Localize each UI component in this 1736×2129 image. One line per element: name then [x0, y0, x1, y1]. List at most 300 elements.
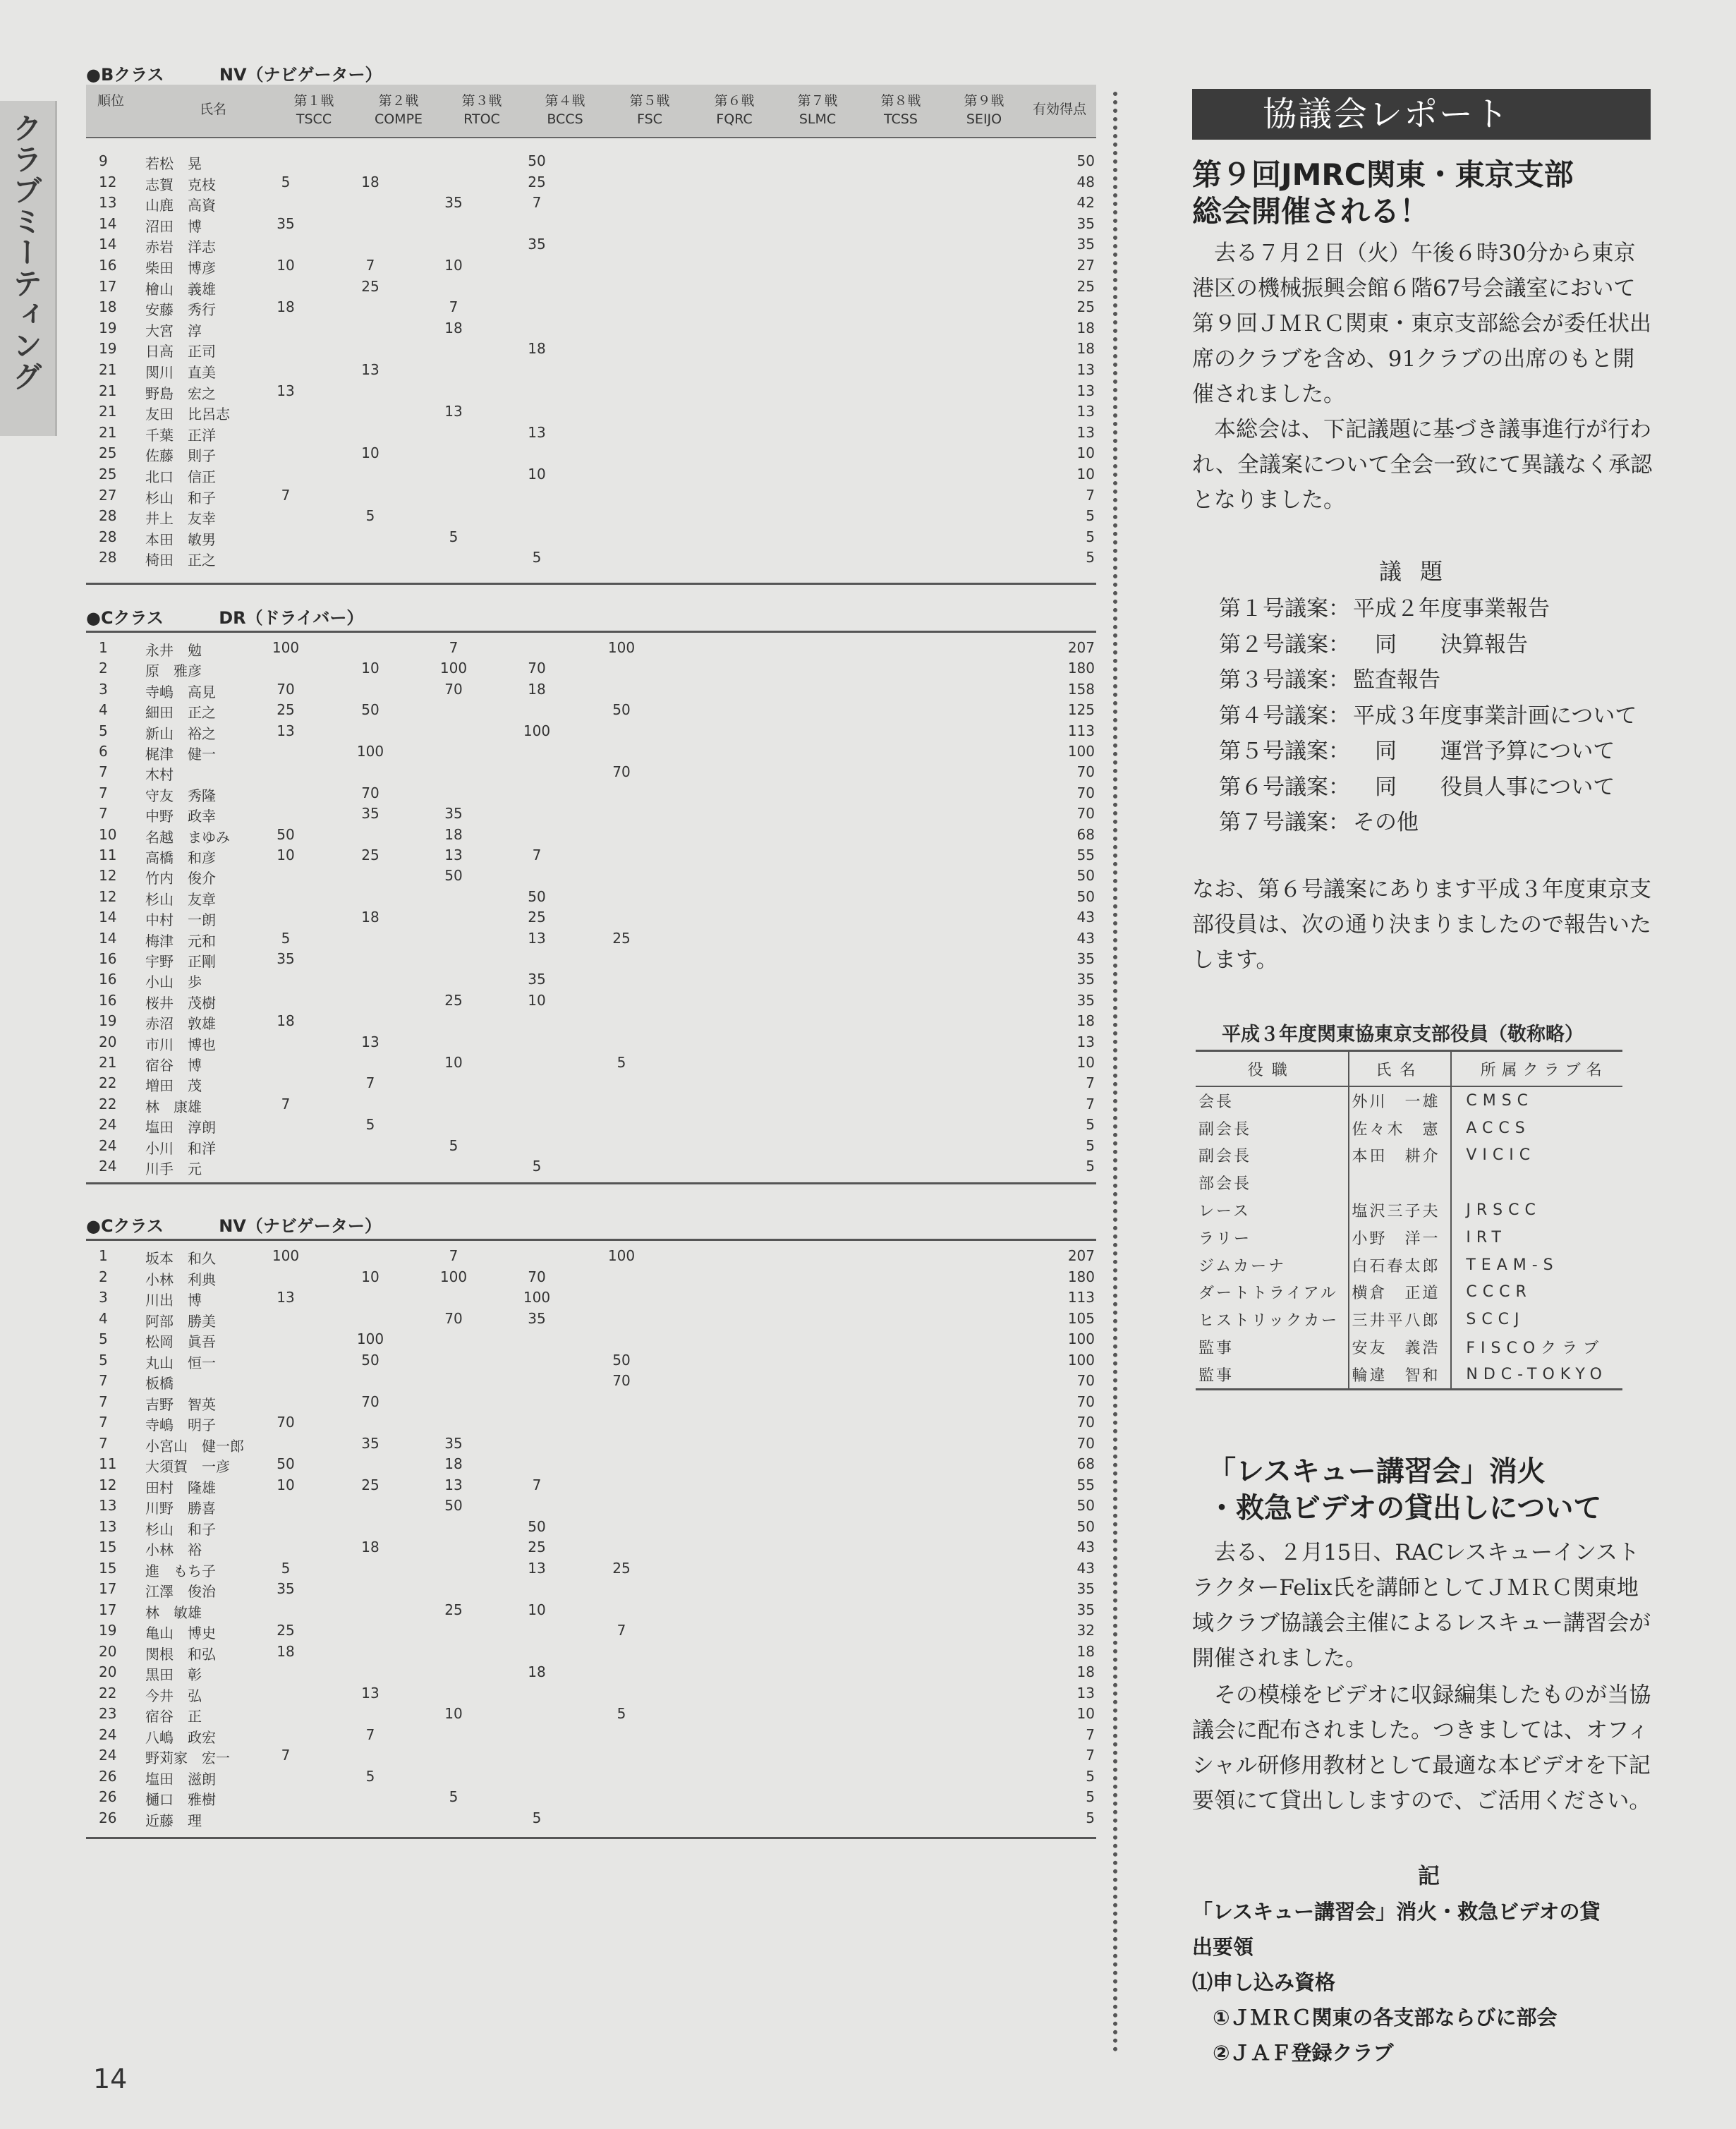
- table-row: [86, 1012, 1096, 1033]
- name-cell: 川手 元: [145, 1160, 202, 1177]
- table-row: [86, 784, 1096, 805]
- table-row: [86, 950, 1096, 971]
- header-rank: 順位: [97, 93, 124, 109]
- rank-cell: 28: [99, 507, 117, 524]
- score-cell: 50: [444, 1497, 463, 1514]
- rank-cell: 21: [99, 424, 117, 441]
- score-cell: 100: [272, 1247, 300, 1264]
- officer-name: 塩沢三子夫: [1349, 1196, 1452, 1224]
- score-cell: 18: [444, 1455, 463, 1472]
- rank-cell: 7: [99, 784, 108, 801]
- officer-club: [1451, 1169, 1622, 1196]
- officer-row: [1196, 1086, 1622, 1115]
- score-cell: 5: [365, 1116, 375, 1133]
- officer-name: 外川 一雄: [1349, 1086, 1452, 1115]
- total-cell: 18: [1076, 1663, 1095, 1680]
- round-number: 第６戦: [714, 93, 755, 109]
- total-cell: 100: [1067, 743, 1095, 760]
- total-cell: 125: [1067, 701, 1095, 718]
- total-cell: 207: [1067, 1247, 1095, 1264]
- table-row: [86, 424, 1096, 444]
- rank-cell: 25: [99, 466, 117, 483]
- score-cell: 35: [444, 194, 463, 211]
- score-cell: 13: [361, 361, 380, 378]
- name-cell: 若松 晃: [145, 155, 202, 172]
- table-row: [86, 1643, 1096, 1663]
- table-row: [86, 1663, 1096, 1684]
- officer-role: 監事: [1196, 1333, 1349, 1361]
- name-cell: 守友 秀隆: [145, 787, 216, 804]
- officers-header-role: 役職: [1196, 1051, 1349, 1087]
- rank-cell: 25: [99, 444, 117, 461]
- total-cell: 13: [1076, 403, 1095, 420]
- page-number: 14: [93, 2063, 128, 2094]
- score-cell: 100: [439, 660, 468, 677]
- name-cell: 川野 勝喜: [145, 1500, 216, 1517]
- section-subtitle: DR（ドライバー）: [219, 608, 364, 628]
- rank-cell: 7: [99, 805, 108, 822]
- name-cell: 宇野 正剛: [145, 953, 216, 970]
- officer-club: JRSCC: [1466, 1201, 1541, 1220]
- rank-cell: 23: [99, 1705, 117, 1722]
- table-row: [86, 1622, 1096, 1642]
- total-cell: 70: [1076, 1393, 1095, 1410]
- table-row: [86, 1372, 1096, 1393]
- rank-cell: 21: [99, 361, 117, 378]
- rank-cell: 28: [99, 528, 117, 545]
- officer-club: CCCR: [1466, 1283, 1532, 1302]
- score-cell: 25: [528, 909, 546, 926]
- rescue-paragraph-2: その模様をビデオに収録編集したものが当協議会に配布されました。つきましては、オフィシャル研修用教材として最適な本ビデオを下記要領にて貸出ししますので、ご活用ください。: [1192, 1682, 1651, 1814]
- notice-line: ⑴申し込み資格: [1192, 1970, 1336, 1994]
- section-title: ●Cクラス: [86, 608, 164, 628]
- rank-cell: 3: [99, 1289, 108, 1306]
- table-row: [86, 528, 1096, 549]
- round-number: 第９戦: [964, 93, 1004, 109]
- rank-cell: 20: [99, 1663, 117, 1680]
- table-row: [86, 340, 1096, 360]
- score-cell: 13: [528, 424, 546, 441]
- score-cell: 7: [449, 298, 459, 315]
- name-cell: 椅田 正之: [145, 552, 216, 569]
- rank-cell: 3: [99, 681, 108, 698]
- total-cell: 50: [1076, 888, 1095, 905]
- name-cell: 今井 弘: [145, 1687, 202, 1704]
- score-cell: 5: [281, 174, 291, 190]
- name-cell: 山鹿 高資: [145, 197, 216, 214]
- score-cell: 10: [444, 1054, 463, 1071]
- header-round-3: [443, 92, 521, 128]
- score-cell: 5: [532, 1158, 542, 1175]
- round-number: 第５戦: [629, 93, 670, 109]
- score-cell: 5: [365, 507, 375, 524]
- score-cell: 25: [444, 992, 463, 1009]
- officer-row: [1196, 1115, 1622, 1142]
- table-row: [86, 1539, 1096, 1559]
- rank-cell: 6: [99, 743, 108, 760]
- name-cell: 林 敏雄: [145, 1604, 202, 1621]
- table-row: [86, 1601, 1096, 1622]
- officer-row: [1196, 1333, 1622, 1361]
- header-round-1: [275, 92, 353, 128]
- score-cell: 10: [361, 1268, 380, 1285]
- table-row: [86, 1560, 1096, 1580]
- score-cell: 70: [444, 681, 463, 698]
- rank-cell: 4: [99, 1310, 108, 1327]
- rank-cell: 14: [99, 215, 117, 232]
- name-cell: 関川 直美: [145, 364, 216, 381]
- total-cell: 10: [1076, 466, 1095, 483]
- table-row: [86, 1033, 1096, 1054]
- rank-cell: 20: [99, 1033, 117, 1050]
- total-cell: 50: [1076, 1497, 1095, 1514]
- score-cell: 70: [361, 784, 380, 801]
- name-cell: 梶津 健一: [145, 746, 216, 763]
- name-cell: 野島 宏之: [145, 385, 216, 402]
- officer-name: 三井平八郎: [1349, 1306, 1452, 1333]
- score-cell: 13: [361, 1685, 380, 1702]
- name-cell: 木村: [145, 766, 174, 783]
- name-cell: 田村 隆雄: [145, 1479, 216, 1496]
- score-cell: 50: [361, 701, 380, 718]
- name-cell: 梅津 元和: [145, 933, 216, 950]
- officer-club: ACCS: [1466, 1119, 1531, 1137]
- table-row: [86, 1414, 1096, 1434]
- officer-role: ダートトライアル: [1196, 1279, 1349, 1306]
- table-row: [86, 971, 1096, 991]
- rank-cell: 17: [99, 1601, 117, 1618]
- rank-cell: 5: [99, 722, 108, 739]
- officer-row: [1196, 1142, 1622, 1170]
- table-row: [86, 1289, 1096, 1309]
- agenda-item: [1219, 769, 1642, 801]
- officer-club: SCCJ: [1466, 1311, 1525, 1329]
- notice-line: 出要領: [1192, 1935, 1254, 1959]
- standings-header: [86, 85, 1096, 138]
- notice-line: ②ＪＡＦ登録クラブ: [1192, 2041, 1394, 2065]
- score-cell: 25: [528, 1539, 546, 1555]
- name-cell: 阿部 勝美: [145, 1313, 216, 1330]
- table-row: [86, 1158, 1096, 1178]
- rank-cell: 11: [99, 847, 117, 863]
- name-cell: 野苅家 宏一: [145, 1749, 230, 1766]
- officer-club: FISCOクラブ: [1466, 1340, 1605, 1358]
- rank-cell: 14: [99, 909, 117, 926]
- rank-cell: 2: [99, 660, 108, 677]
- score-cell: 10: [528, 1601, 546, 1618]
- agenda-text: 監査報告: [1353, 667, 1440, 693]
- table-rule: [86, 1239, 1096, 1241]
- rank-cell: 11: [99, 1455, 117, 1472]
- section-subtitle: NV（ナビゲーター）: [219, 65, 382, 85]
- rank-cell: 9: [99, 152, 108, 169]
- table-row: [86, 763, 1096, 784]
- total-cell: 50: [1076, 152, 1095, 169]
- rank-cell: 26: [99, 1809, 117, 1826]
- score-cell: 18: [277, 1012, 295, 1029]
- name-cell: 大須賀 一彦: [145, 1458, 230, 1475]
- total-cell: 35: [1076, 992, 1095, 1009]
- officer-club: TEAM-S: [1466, 1256, 1559, 1274]
- officer-role: ヒストリックカー: [1196, 1306, 1349, 1333]
- rank-cell: 21: [99, 1054, 117, 1071]
- total-cell: 68: [1076, 826, 1095, 843]
- officer-name: 輪違 智和: [1349, 1361, 1452, 1389]
- rank-cell: 12: [99, 888, 117, 905]
- name-cell: 関根 和弘: [145, 1646, 216, 1663]
- table-row: [86, 1455, 1096, 1476]
- score-cell: 13: [444, 847, 463, 863]
- agenda-item: [1219, 804, 1642, 836]
- table-row: [86, 1518, 1096, 1539]
- score-cell: 5: [449, 1788, 459, 1805]
- name-cell: 小山 歩: [145, 973, 202, 990]
- agenda-text: 平成２年度事業報告: [1353, 596, 1550, 621]
- name-cell: 杉山 和子: [145, 1521, 216, 1538]
- table-row: [86, 867, 1096, 887]
- name-cell: 小林 裕: [145, 1541, 202, 1558]
- table-row: [86, 1074, 1096, 1095]
- rank-cell: 24: [99, 1747, 117, 1764]
- rank-cell: 15: [99, 1539, 117, 1555]
- score-cell: 13: [361, 1033, 380, 1050]
- rank-cell: 21: [99, 403, 117, 420]
- column-divider: [1113, 92, 1117, 2053]
- table-row: [86, 888, 1096, 909]
- section-heading-b-nv: [86, 61, 382, 85]
- name-cell: 宿谷 正: [145, 1708, 202, 1725]
- total-cell: 70: [1076, 763, 1095, 780]
- name-cell: 杉山 和子: [145, 490, 216, 507]
- score-cell: 7: [365, 257, 375, 274]
- agenda-label: 第４号議案：: [1219, 703, 1350, 729]
- total-cell: 70: [1076, 805, 1095, 822]
- table-row: [86, 382, 1096, 403]
- score-cell: 5: [532, 549, 542, 566]
- score-cell: 18: [528, 681, 546, 698]
- table-row: [86, 1330, 1096, 1351]
- total-cell: 13: [1076, 424, 1095, 441]
- name-cell: 小宮山 健一郎: [145, 1438, 244, 1455]
- rank-cell: 18: [99, 298, 117, 315]
- rank-cell: 13: [99, 194, 117, 211]
- table-row: [86, 549, 1096, 569]
- score-cell: 100: [607, 1247, 636, 1264]
- rescue-heading-line1: 「レスキュー講習会」消火: [1208, 1455, 1546, 1488]
- name-cell: 沼田 博: [145, 218, 202, 235]
- score-cell: 18: [528, 340, 546, 357]
- score-cell: 25: [612, 1560, 631, 1577]
- notice-line: ①ＪＭＲＣ関東の各支部ならびに部会: [1192, 2006, 1558, 2030]
- rank-cell: 14: [99, 930, 117, 947]
- score-cell: 13: [277, 382, 295, 399]
- name-cell: 桜井 茂樹: [145, 995, 216, 1012]
- total-cell: 207: [1067, 639, 1095, 656]
- total-cell: 35: [1076, 1580, 1095, 1597]
- agenda-label: 第３号議案：: [1219, 667, 1350, 693]
- officer-role: レース: [1196, 1196, 1349, 1224]
- name-cell: 増田 茂: [145, 1077, 202, 1094]
- table-row: [86, 930, 1096, 950]
- table-row: [86, 1116, 1096, 1136]
- score-cell: 25: [361, 1476, 380, 1493]
- round-club: SEIJO: [966, 111, 1002, 127]
- officer-row: [1196, 1224, 1622, 1251]
- agenda-item: [1219, 626, 1642, 658]
- header-round-2: [360, 92, 437, 128]
- table-row: [86, 403, 1096, 423]
- name-cell: 市川 博也: [145, 1036, 216, 1053]
- table-row: [86, 278, 1096, 298]
- total-cell: 180: [1067, 1268, 1095, 1285]
- total-cell: 18: [1076, 340, 1095, 357]
- rank-cell: 19: [99, 320, 117, 336]
- rank-cell: 15: [99, 1560, 117, 1577]
- total-cell: 5: [1086, 1158, 1095, 1175]
- score-cell: 25: [528, 174, 546, 190]
- total-cell: 35: [1076, 971, 1095, 988]
- officer-name: 佐々木 憲: [1349, 1115, 1452, 1142]
- table-row: [86, 1497, 1096, 1517]
- score-cell: 18: [277, 298, 295, 315]
- table-row: [86, 487, 1096, 507]
- agenda-label: 第２号議案：: [1219, 631, 1350, 657]
- round-number: 第２戦: [378, 93, 419, 109]
- table-row: [86, 361, 1096, 382]
- score-cell: 70: [528, 660, 546, 677]
- officer-role: ジムカーナ: [1196, 1251, 1349, 1279]
- score-cell: 10: [528, 466, 546, 483]
- score-cell: 13: [444, 403, 463, 420]
- score-cell: 50: [612, 701, 631, 718]
- name-cell: 杉山 友章: [145, 891, 216, 908]
- total-cell: 70: [1076, 1372, 1095, 1389]
- rank-cell: 12: [99, 174, 117, 190]
- score-cell: 70: [277, 681, 295, 698]
- name-cell: 松岡 眞吾: [145, 1333, 216, 1350]
- rank-cell: 7: [99, 1414, 108, 1431]
- round-club: BCCS: [547, 111, 583, 127]
- score-cell: 35: [361, 1435, 380, 1452]
- header-round-7: [779, 92, 856, 128]
- score-cell: 50: [277, 826, 295, 843]
- total-cell: 113: [1067, 722, 1095, 739]
- name-cell: 安藤 秀行: [145, 301, 216, 318]
- total-cell: 13: [1076, 361, 1095, 378]
- agenda-text: 同 決算報告: [1353, 631, 1528, 657]
- score-cell: 5: [617, 1054, 626, 1071]
- name-cell: 原 雅彦: [145, 662, 202, 679]
- score-cell: 50: [528, 152, 546, 169]
- agenda-item: [1219, 698, 1642, 729]
- rank-cell: 24: [99, 1137, 117, 1154]
- table-row: [86, 1310, 1096, 1330]
- name-cell: 竹内 俊介: [145, 870, 216, 887]
- score-cell: 7: [449, 1247, 459, 1264]
- name-cell: 亀山 博史: [145, 1625, 216, 1642]
- table-row: [86, 298, 1096, 319]
- name-cell: 塩田 滋朗: [145, 1771, 216, 1788]
- name-cell: 塩田 淳朗: [145, 1119, 216, 1136]
- rank-cell: 12: [99, 1476, 117, 1493]
- notice-title: 記: [1418, 1864, 1440, 1889]
- rescue-heading-line2: ・救急ビデオの貸出しについて: [1208, 1492, 1602, 1524]
- table-row: [86, 1393, 1096, 1414]
- score-cell: 70: [528, 1268, 546, 1285]
- total-cell: 70: [1076, 1435, 1095, 1452]
- round-club: FQRC: [716, 111, 753, 127]
- name-cell: 八嶋 政宏: [145, 1729, 216, 1746]
- rank-cell: 21: [99, 382, 117, 399]
- table-row: [86, 1705, 1096, 1725]
- score-cell: 25: [277, 1622, 295, 1639]
- score-cell: 10: [361, 660, 380, 677]
- score-cell: 7: [281, 487, 291, 504]
- name-cell: 名越 まゆみ: [145, 829, 230, 846]
- rank-cell: 2: [99, 1268, 108, 1285]
- agenda-text: 同 運営予算について: [1353, 739, 1615, 764]
- section-subtitle: NV（ナビゲーター）: [219, 1216, 382, 1236]
- name-cell: 黒田 彰: [145, 1666, 202, 1683]
- agenda-label: 第７号議案：: [1219, 810, 1350, 835]
- table-row: [86, 1788, 1096, 1809]
- total-cell: 158: [1067, 681, 1095, 698]
- total-cell: 113: [1067, 1289, 1095, 1306]
- score-cell: 70: [612, 763, 631, 780]
- score-cell: 25: [612, 930, 631, 947]
- rank-cell: 1: [99, 1247, 108, 1264]
- name-cell: 寺嶋 高見: [145, 684, 216, 700]
- table-rule: [86, 631, 1096, 633]
- total-cell: 5: [1086, 1137, 1095, 1154]
- total-cell: 10: [1076, 1054, 1095, 1071]
- score-cell: 70: [361, 1393, 380, 1410]
- rank-cell: 4: [99, 701, 108, 718]
- score-cell: 7: [617, 1622, 626, 1639]
- table-row: [86, 215, 1096, 236]
- table-row: [86, 1268, 1096, 1289]
- name-cell: 本田 敏男: [145, 531, 216, 548]
- rank-cell: 5: [99, 1330, 108, 1347]
- table-row: [86, 320, 1096, 340]
- total-cell: 25: [1076, 298, 1095, 315]
- table-row: [86, 639, 1096, 660]
- score-cell: 50: [528, 888, 546, 905]
- rank-cell: 7: [99, 763, 108, 780]
- name-cell: 永井 勉: [145, 642, 202, 659]
- score-cell: 10: [277, 1476, 295, 1493]
- total-cell: 18: [1076, 320, 1095, 336]
- round-club: COMPE: [374, 111, 423, 127]
- table-row: [86, 194, 1096, 214]
- score-cell: 13: [528, 930, 546, 947]
- total-cell: 48: [1076, 174, 1095, 190]
- officer-name: 横倉 正道: [1349, 1279, 1452, 1306]
- officer-name: 安友 義浩: [1349, 1333, 1452, 1361]
- total-cell: 35: [1076, 1601, 1095, 1618]
- round-number: 第３戦: [461, 93, 502, 109]
- section-heading-c-dr: [86, 604, 363, 629]
- name-cell: 北口 信正: [145, 468, 216, 485]
- rank-cell: 20: [99, 1643, 117, 1660]
- officer-row: [1196, 1251, 1622, 1279]
- agenda-text: 平成３年度事業計画について: [1353, 703, 1637, 729]
- score-cell: 100: [523, 722, 551, 739]
- total-cell: 5: [1086, 507, 1095, 524]
- table-row: [86, 1352, 1096, 1372]
- round-number: 第８戦: [880, 93, 921, 109]
- officer-role: 副会長: [1196, 1142, 1349, 1170]
